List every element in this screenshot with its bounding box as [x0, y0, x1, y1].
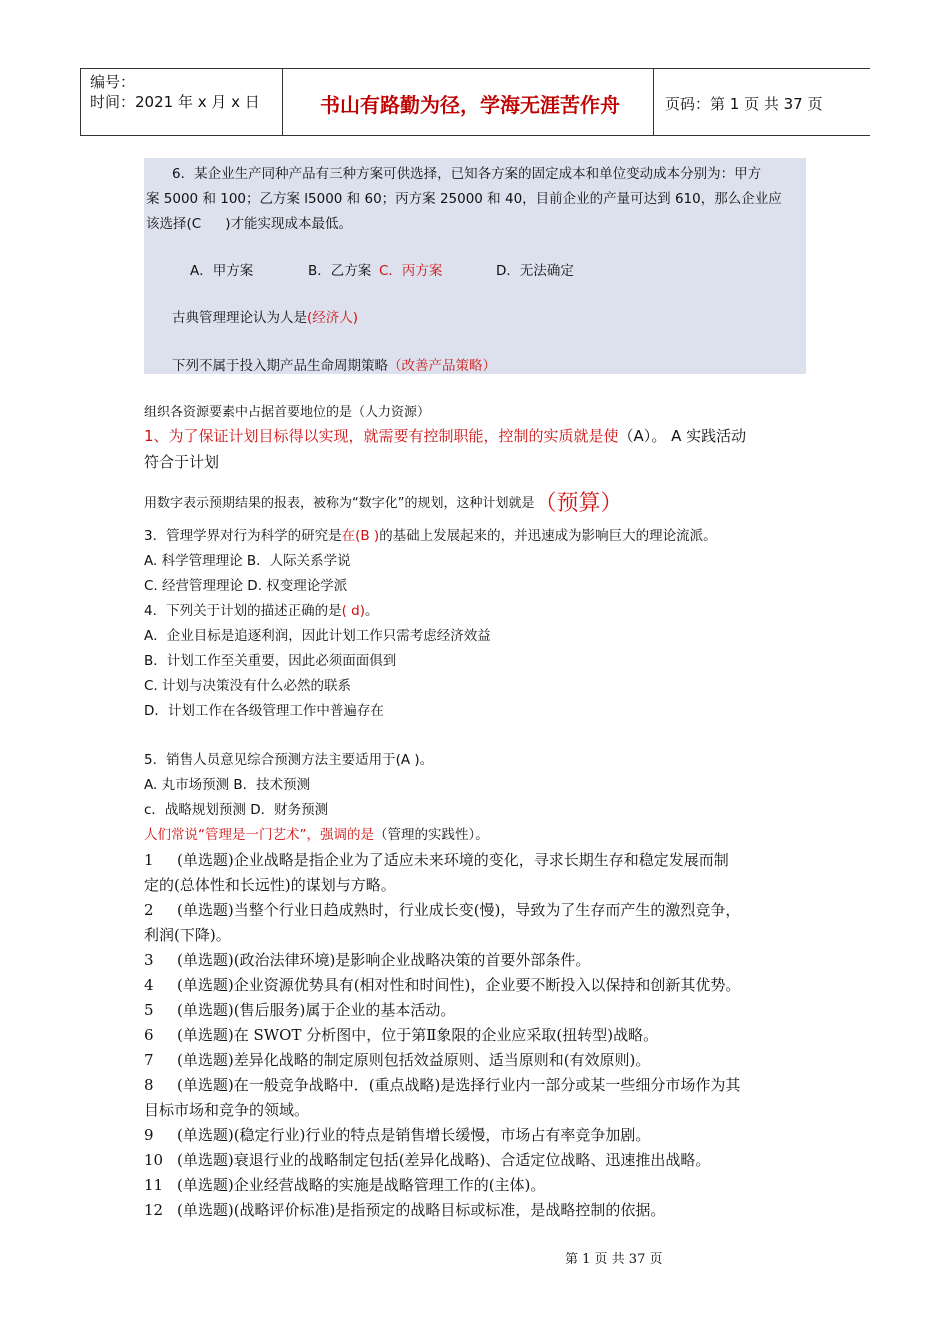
item-text: (单选题)在 SWOT 分析图中，位于第Ⅱ象限的企业应采取(扭转型)战略。 [177, 1026, 659, 1044]
q6-line-2: 案 5000 和 100；乙方案 l5000 和 60；丙方案 25000 和 40，目前企业的产量可达到 610，那么企业应 [146, 191, 782, 207]
page-footer: 第 1 页 共 37 页 [565, 1252, 663, 1267]
list-item [144, 1049, 650, 1070]
budget-line [144, 486, 623, 517]
q5-options-2: c．战略规划预测 D．财务预测 [144, 802, 329, 818]
list-item [144, 874, 396, 895]
item-text: (单选题)差异化战略的制定原则包括效益原则、适当原则和(有效原则)。 [177, 1051, 651, 1069]
item-number: 6 [144, 1026, 154, 1044]
list-item [144, 999, 455, 1020]
list-item [144, 1024, 658, 1045]
q5-options-1: A. 丸市场预测 B．技术预测 [144, 777, 311, 793]
q1-line-1 [144, 425, 746, 446]
item-text: (单选题)当整个行业日趋成熟时，行业成长变(慢)，导致为了生存而产生的激烈竞争， [177, 901, 741, 919]
q4-option-c: C. 计划与决策没有什么必然的联系 [144, 678, 352, 694]
header-divider [282, 68, 283, 136]
q3-answer: 在(B ) [341, 528, 380, 544]
art-line [144, 823, 489, 843]
item-text: 利润(下降)。 [144, 926, 231, 944]
list-item [144, 1199, 665, 1220]
list-item [144, 1074, 740, 1095]
list-item [144, 924, 231, 945]
item-text: (单选题)(售后服务)属于企业的基本活动。 [177, 1001, 456, 1019]
item-number: 12 [144, 1201, 164, 1219]
list-item [144, 1124, 650, 1145]
list-item [144, 1174, 545, 1195]
header-page-code: 页码：第 1 页 共 37 页 [665, 95, 823, 113]
list-item [144, 849, 729, 870]
intro-stage-line [172, 354, 496, 374]
item-text: (单选题)衰退行业的战略制定包括(差异化战略)、合适定位战略、迅速推出战略。 [177, 1151, 711, 1169]
item-text: (单选题)(政治法律环境)是影响企业战略决策的首要外部条件。 [177, 951, 591, 969]
q5-question: 5．销售人员意见综合预测方法主要适用于(A )。 [144, 752, 434, 768]
q6-line-1: 6．某企业生产同种产品有三种方案可供选择，已知各方案的固定成本和单位变动成本分别为：甲方 [172, 166, 762, 182]
intro-stage-text: 下列不属于投入期产品生命周期策略 [172, 358, 388, 374]
q6-option-a: A．甲方案 [190, 263, 254, 279]
q6-option-b: B．乙方案 [308, 263, 372, 279]
classic-theory-line [172, 306, 358, 326]
page-header [80, 68, 870, 136]
q4-question [144, 599, 379, 619]
list-item [144, 949, 590, 970]
item-text: (单选题)(战略评价标准)是指预定的战略目标或标准，是战略控制的依据。 [177, 1201, 666, 1219]
item-number: 7 [144, 1051, 154, 1069]
item-text: (单选题)企业战略是指企业为了适应未来环境的变化，寻求长期生存和稳定发展而制 [177, 851, 729, 869]
item-text: (单选题)在一般竞争战略中．(重点战略)是选择行业内一部分或某一些细分市场作为其 [177, 1076, 741, 1094]
q3-question [144, 524, 717, 544]
list-item [144, 1099, 309, 1120]
q4-answer: ( d) [341, 603, 365, 619]
item-text: (单选题)企业资源优势具有(相对性和时间性)，企业要不断投入以保持和创新其优势。 [177, 976, 741, 994]
intro-stage-answer: （改善产品策略） [388, 358, 496, 374]
budget-answer: （预算） [534, 491, 623, 516]
item-number: 9 [144, 1126, 154, 1144]
item-number: 11 [144, 1176, 164, 1194]
q3-text: 3．管理学界对行为科学的研究是 [144, 528, 342, 544]
item-number: 3 [144, 951, 154, 969]
q1-question: 1、为了保证计划目标得以实现，就需要有控制职能，控制的实质就是使 [144, 427, 619, 445]
list-item [144, 974, 740, 995]
item-number: 4 [144, 976, 154, 994]
list-item [144, 899, 740, 920]
q3-options-2: C. 经营管理理论 D. 权变理论学派 [144, 578, 348, 594]
item-text: (单选题)企业经营战略的实施是战略管理工作的(主体)。 [177, 1176, 546, 1194]
header-divider [80, 68, 81, 136]
q3-options-1: A. 科学管理理论 B．人际关系学说 [144, 553, 351, 569]
budget-text: 用数字表示预期结果的报表，被称为“数字化”的规划，这种计划就是 [144, 496, 535, 511]
item-text: 目标市场和竞争的领域。 [144, 1101, 310, 1119]
item-number: 1 [144, 851, 154, 869]
header-motto: 书山有路勤为径，学海无涯苦作舟 [320, 93, 620, 117]
classic-theory-text: 古典管理理论认为人是 [172, 310, 307, 326]
header-bottom-rule [80, 135, 870, 136]
header-top-rule [80, 68, 870, 69]
art-answer: （管理的实践性）。 [374, 827, 489, 843]
item-text: (单选题)(稳定行业)行业的特点是销售增长缓慢，市场占有率竞争加剧。 [177, 1126, 651, 1144]
item-number: 5 [144, 1001, 154, 1019]
q6-line-3 [146, 212, 352, 232]
header-number-label: 编号： [90, 73, 136, 91]
q4-text: 4．下列关于计划的描述正确的是 [144, 603, 342, 619]
item-number: 8 [144, 1076, 154, 1094]
q4-option-a: A．企业目标是追逐利润，因此计划工作只需考虑经济效益 [144, 628, 491, 644]
classic-theory-answer: (经济人) [307, 310, 359, 326]
header-meta [90, 72, 260, 112]
header-date: 时间：2021 年 x 月 x 日 [90, 93, 260, 111]
item-text: 定的(总体性和长远性)的谋划与方略。 [144, 876, 396, 894]
q1-tail: 。 A 实践活动 [651, 427, 747, 445]
art-text: 人们常说“管理是一门艺术”，强调的是 [144, 827, 374, 843]
resource-line: 组织各资源要素中占据首要地位的是（人力资源） [144, 405, 431, 420]
item-number: 2 [144, 901, 154, 919]
item-number: 10 [144, 1151, 164, 1169]
q1-answer: （A） [618, 427, 652, 445]
q4-option-b: B．计划工作至关重要，因此必须面面俱到 [144, 653, 397, 669]
q6-option-c: C．丙方案 [379, 263, 443, 279]
q1-line-2: 符合于计划 [144, 453, 220, 471]
q4-text-end: 。 [365, 603, 379, 619]
q6-option-d: D．无法确定 [496, 263, 574, 279]
q4-option-d: D．计划工作在各级管理工作中普遍存在 [144, 703, 384, 719]
list-item [144, 1149, 710, 1170]
q6-line-3b: )才能实现成本最低。 [225, 216, 352, 232]
q3-text-end: 的基础上发展起来的，并迅速成为影响巨大的理论流派。 [379, 528, 717, 544]
q6-line-3a: 该选择(C [146, 216, 202, 232]
